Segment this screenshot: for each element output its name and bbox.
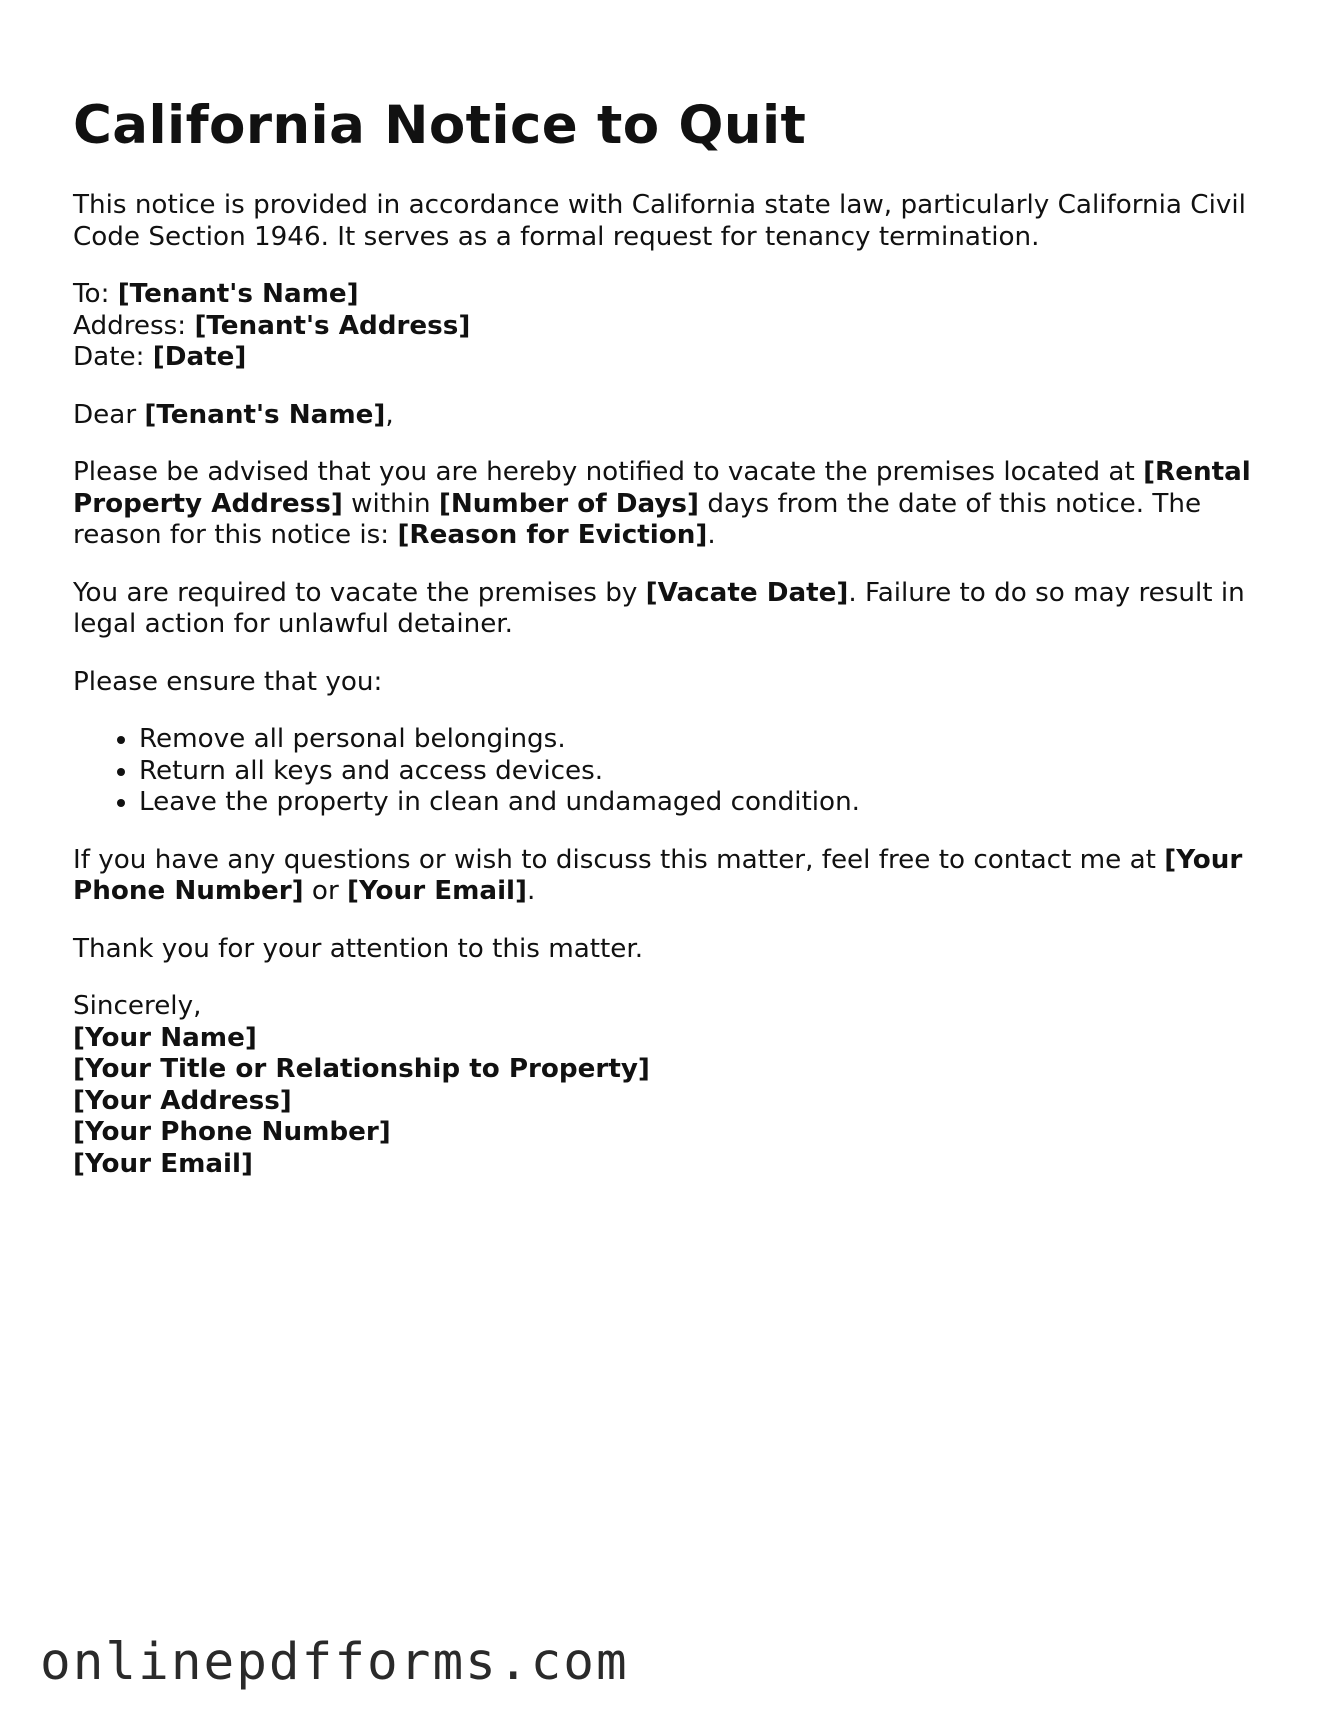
list-item: • Leave the property in clean and undamaged condition. [139,787,1273,819]
thanks-paragraph: Thank you for your attention to this matter. [73,933,644,964]
address-value: [Tenant's Address] [194,310,471,341]
date-value: [Date] [152,342,247,372]
list-item: • Return all keys and access devices. [139,756,1273,788]
signature-block [73,991,1273,1180]
ensure-intro: Please ensure that you: [73,666,383,697]
site-watermark: onlinepdfforms.com [40,1633,629,1692]
vacate-paragraph [73,578,1273,641]
contact-paragraph [73,845,1273,908]
address-label: Address: [73,310,195,341]
signature-address: [Your Address] [73,1085,292,1116]
notice-paragraph [73,457,1273,552]
document-body [73,190,1273,1206]
document-title: California Notice to Quit [73,95,807,156]
date-label: Date: [73,342,153,372]
signature-name: [Your Name] [73,1022,257,1053]
contact-text-3: . [527,876,536,906]
contact-text-2: or [303,876,348,906]
notice-text-1: Please be advised that you are hereby notified to vacate the premises located at [73,457,1144,487]
contact-phone-placeholder: [Your Phone Number] [73,844,1243,906]
signature-email: [Your Email] [73,1148,253,1179]
list-item: • Remove all personal belongings. [139,724,1273,756]
salutation-suffix: , [385,399,394,430]
signature-phone: [Your Phone Number] [73,1117,391,1147]
notice-text-4: . [707,520,716,550]
contact-email-placeholder: [Your Email] [347,876,527,906]
recipient-block [73,279,1273,374]
to-label: To: [73,279,118,309]
number-of-days-placeholder: [Number of Days] [438,488,699,519]
reason-placeholder: [Reason for Eviction] [397,520,708,550]
vacate-date-placeholder: [Vacate Date] [645,577,849,608]
notice-text-3: days from the date of this notice. The reason for this notice is: [73,488,1202,550]
vacate-text-2: . Failure to do so may result in legal action for unlawful detainer. [73,577,1245,639]
salutation-prefix: Dear [73,399,145,430]
signature-title: [Your Title or Relationship to Property] [73,1054,650,1084]
contact-text-1: If you have any questions or wish to discuss this matter, feel free to contact me at [73,844,1165,875]
intro-paragraph: This notice is provided in accordance with California state law, particularly California Civil Code Section 1946. It serves as a formal request for tenancy termination. [73,190,1246,252]
vacate-text-1: You are required to vacate the premises by [73,577,646,608]
salutation [73,400,1273,432]
salutation-name: [Tenant's Name] [144,399,386,430]
rental-property-placeholder: [Rental Property Address] [73,457,1251,519]
closing: Sincerely, [73,991,202,1021]
ensure-list [73,724,1273,819]
to-value: [Tenant's Name] [117,279,359,309]
notice-text-2: within [342,488,439,519]
